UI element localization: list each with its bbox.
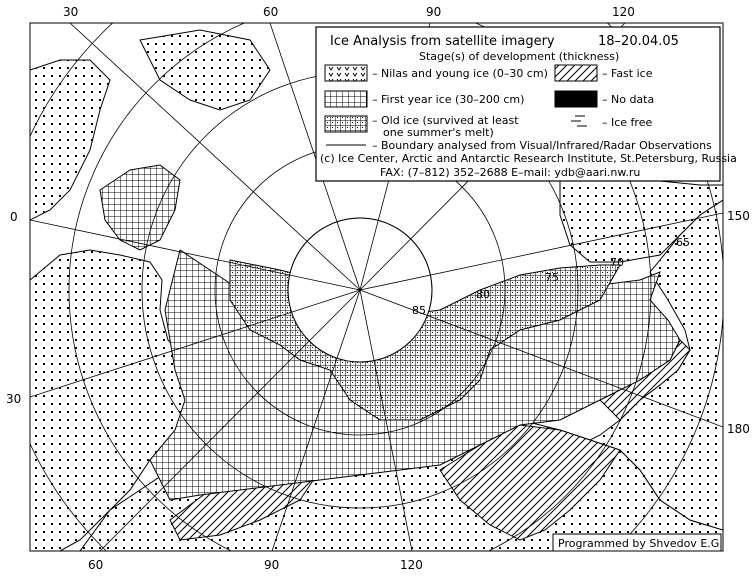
legend bbox=[316, 27, 737, 181]
legend-swatch-no-data bbox=[555, 91, 597, 107]
legend-title: Ice Analysis from satellite imagery bbox=[330, 34, 555, 49]
author-label: Programmed by Shvedov E.G. bbox=[558, 537, 723, 550]
lon-right-150: 150 bbox=[727, 209, 750, 223]
legend-label-boundary: – Boundary analysed from Visual/Infrared/Radar Observations bbox=[372, 139, 712, 152]
credit-line: (c) Ice Center, Arctic and Antarctic Research Institute, St.Petersburg, Russia bbox=[320, 152, 737, 165]
legend-label-old-ice-2: one summer's melt) bbox=[383, 126, 494, 139]
legend-swatch-first-year bbox=[325, 91, 367, 107]
lon-left-30: 30 bbox=[6, 392, 22, 406]
legend-label-fast-ice: – Fast ice bbox=[602, 67, 653, 80]
legend-dates: 18–20.04.05 bbox=[598, 34, 679, 49]
lat-label-70: 70 bbox=[610, 256, 624, 269]
lat-label-65: 65 bbox=[676, 236, 690, 249]
lat-label-75: 75 bbox=[545, 271, 559, 284]
contact-line: FAX: (7–812) 352–2688 E–mail: ydb@aari.nw.ru bbox=[380, 166, 641, 179]
legend-subtitle: Stage(s) of development (thickness) bbox=[419, 50, 620, 63]
legend-label-ice-free: – Ice free bbox=[602, 116, 653, 129]
lon-top-120: 120 bbox=[612, 5, 635, 19]
legend-label-nilas: – Nilas and young ice (0–30 cm) bbox=[372, 67, 548, 80]
lon-top-30: 30 bbox=[63, 5, 79, 19]
lon-bottom-90: 90 bbox=[264, 558, 280, 572]
lat-label-85: 85 bbox=[412, 304, 426, 317]
legend-label-first-year: – First year ice (30–200 cm) bbox=[372, 93, 525, 106]
legend-swatch-old-ice bbox=[325, 116, 367, 132]
legend-label-old-ice: – Old ice (survived at least bbox=[372, 114, 519, 127]
legend-swatch-fast-ice bbox=[555, 65, 597, 81]
lon-top-60: 60 bbox=[263, 5, 279, 19]
lon-left-0: 0 bbox=[10, 210, 18, 224]
legend-label-no-data: – No data bbox=[602, 93, 655, 106]
lon-bottom-60: 60 bbox=[88, 558, 104, 572]
lon-bottom-120: 120 bbox=[400, 558, 423, 572]
lon-top-90: 90 bbox=[426, 5, 442, 19]
lon-right-180: 180 bbox=[727, 422, 750, 436]
legend-swatch-nilas bbox=[325, 65, 367, 81]
lat-label-80: 80 bbox=[476, 288, 490, 301]
